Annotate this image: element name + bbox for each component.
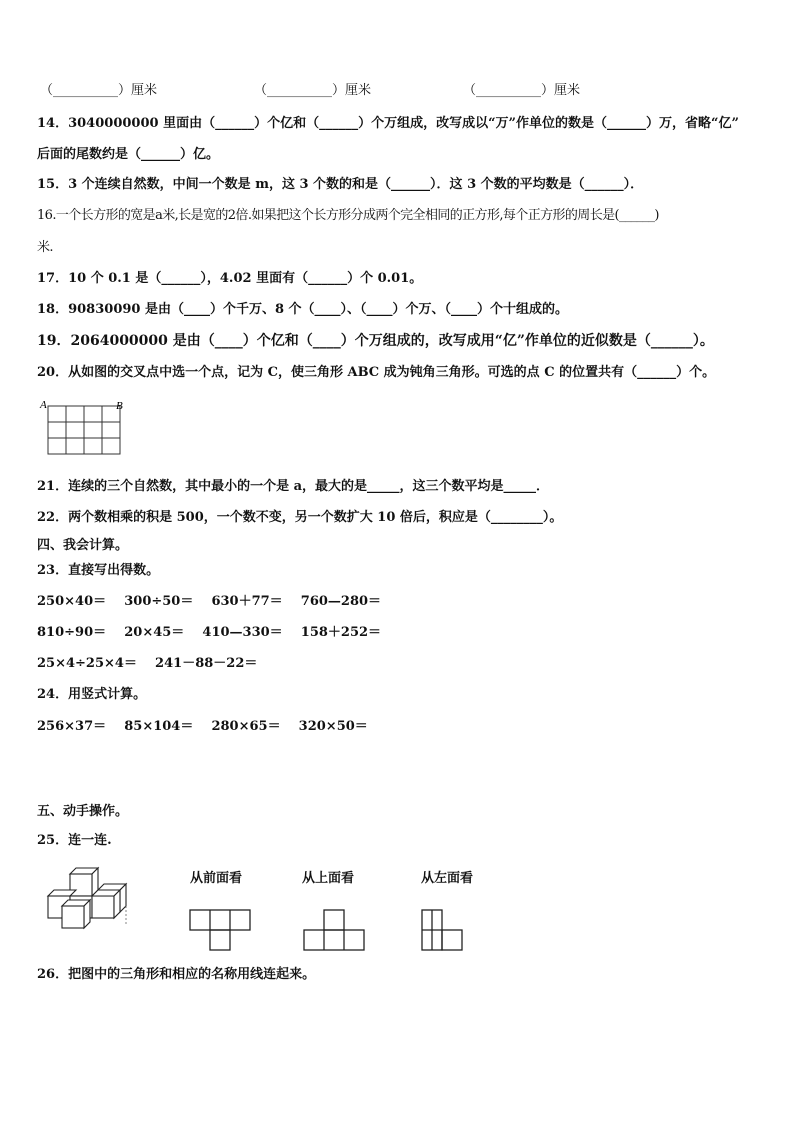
question-24-title: 24．用竖式计算。 bbox=[37, 687, 147, 702]
question-19: 19．2064000000 是由（____）个亿和（____）个万组成的，改写成用“亿”作单位的近似数是（______）。 bbox=[37, 333, 714, 349]
vertical-calc-row: 256×37＝ 85×104＝ 280×65＝ 320×50＝ bbox=[37, 719, 368, 734]
question-21: 21．连续的三个自然数，其中最小的一个是 a，最大的是_____，这三个数平均是_____． bbox=[37, 479, 550, 494]
point-b-label: B bbox=[116, 400, 123, 412]
cube-stack-figure bbox=[42, 866, 137, 934]
point-a-label: A bbox=[40, 399, 47, 411]
top-view-label: 从上面看 bbox=[302, 871, 355, 886]
question-15: 15．3 个连续自然数，中间一个数是 m，这 3 个数的和是（______）．这 3 个数的平均数是（______）． bbox=[37, 177, 644, 192]
section-4-heading: 四、我会计算。 bbox=[37, 538, 129, 553]
q20-grid-figure bbox=[38, 396, 138, 461]
question-26: 26．把图中的三角形和相应的名称用线连起来。 bbox=[37, 967, 316, 982]
question-18: 18．90830090 是由（____）个千万、8 个（____）、（____）个万、（____）个十组成的。 bbox=[37, 302, 569, 317]
question-25-title: 25．连一连. bbox=[37, 833, 112, 848]
top-view-shape bbox=[300, 906, 370, 956]
question-22: 22．两个数相乘的积是 500，一个数不变，另一个数扩大 10 倍后，积应是（________）。 bbox=[37, 510, 563, 525]
answer-blank-cm-3: （__________）厘米 bbox=[463, 83, 581, 98]
answer-blank-cm-2: （__________）厘米 bbox=[254, 83, 372, 98]
question-14-line2: 后面的尾数约是（______）亿。 bbox=[37, 147, 220, 162]
question-14-line1: 14．3040000000 里面由（______）个亿和（______）个万组成，改写成以“万”作单位的数是（______）万，省略“亿” bbox=[37, 116, 739, 131]
question-20: 20．从如图的交叉点中选一个点，记为 C，使三角形 ABC 成为钝角三角形。可选的点 C 的位置共有（______）个。 bbox=[37, 365, 716, 380]
question-16-line2: 米. bbox=[37, 240, 53, 255]
left-view-shape bbox=[418, 906, 470, 956]
calc-row-3: 25×4÷25×4＝ 241－88－22＝ bbox=[37, 656, 258, 671]
question-23-title: 23．直接写出得数。 bbox=[37, 563, 160, 578]
section-5-heading: 五、动手操作。 bbox=[37, 804, 129, 819]
front-view-shape bbox=[186, 906, 256, 956]
front-view-label: 从前面看 bbox=[190, 871, 243, 886]
calc-row-2: 810÷90＝ 20×45＝ 410—330＝ 158＋252＝ bbox=[37, 625, 382, 640]
calc-row-1: 250×40＝ 300÷50＝ 630＋77＝ 760—280＝ bbox=[37, 594, 382, 609]
question-16-line1: 16.一个长方形的宽是a米,长是宽的2倍.如果把这个长方形分成两个完全相同的正方形,每个正方形的周长是(______) bbox=[37, 208, 659, 223]
question-17: 17．10 个 0.1 是（______），4.02 里面有（______）个 0.01。 bbox=[37, 271, 423, 286]
answer-blank-cm-1: （__________）厘米 bbox=[40, 83, 158, 98]
left-view-label: 从左面看 bbox=[421, 871, 474, 886]
